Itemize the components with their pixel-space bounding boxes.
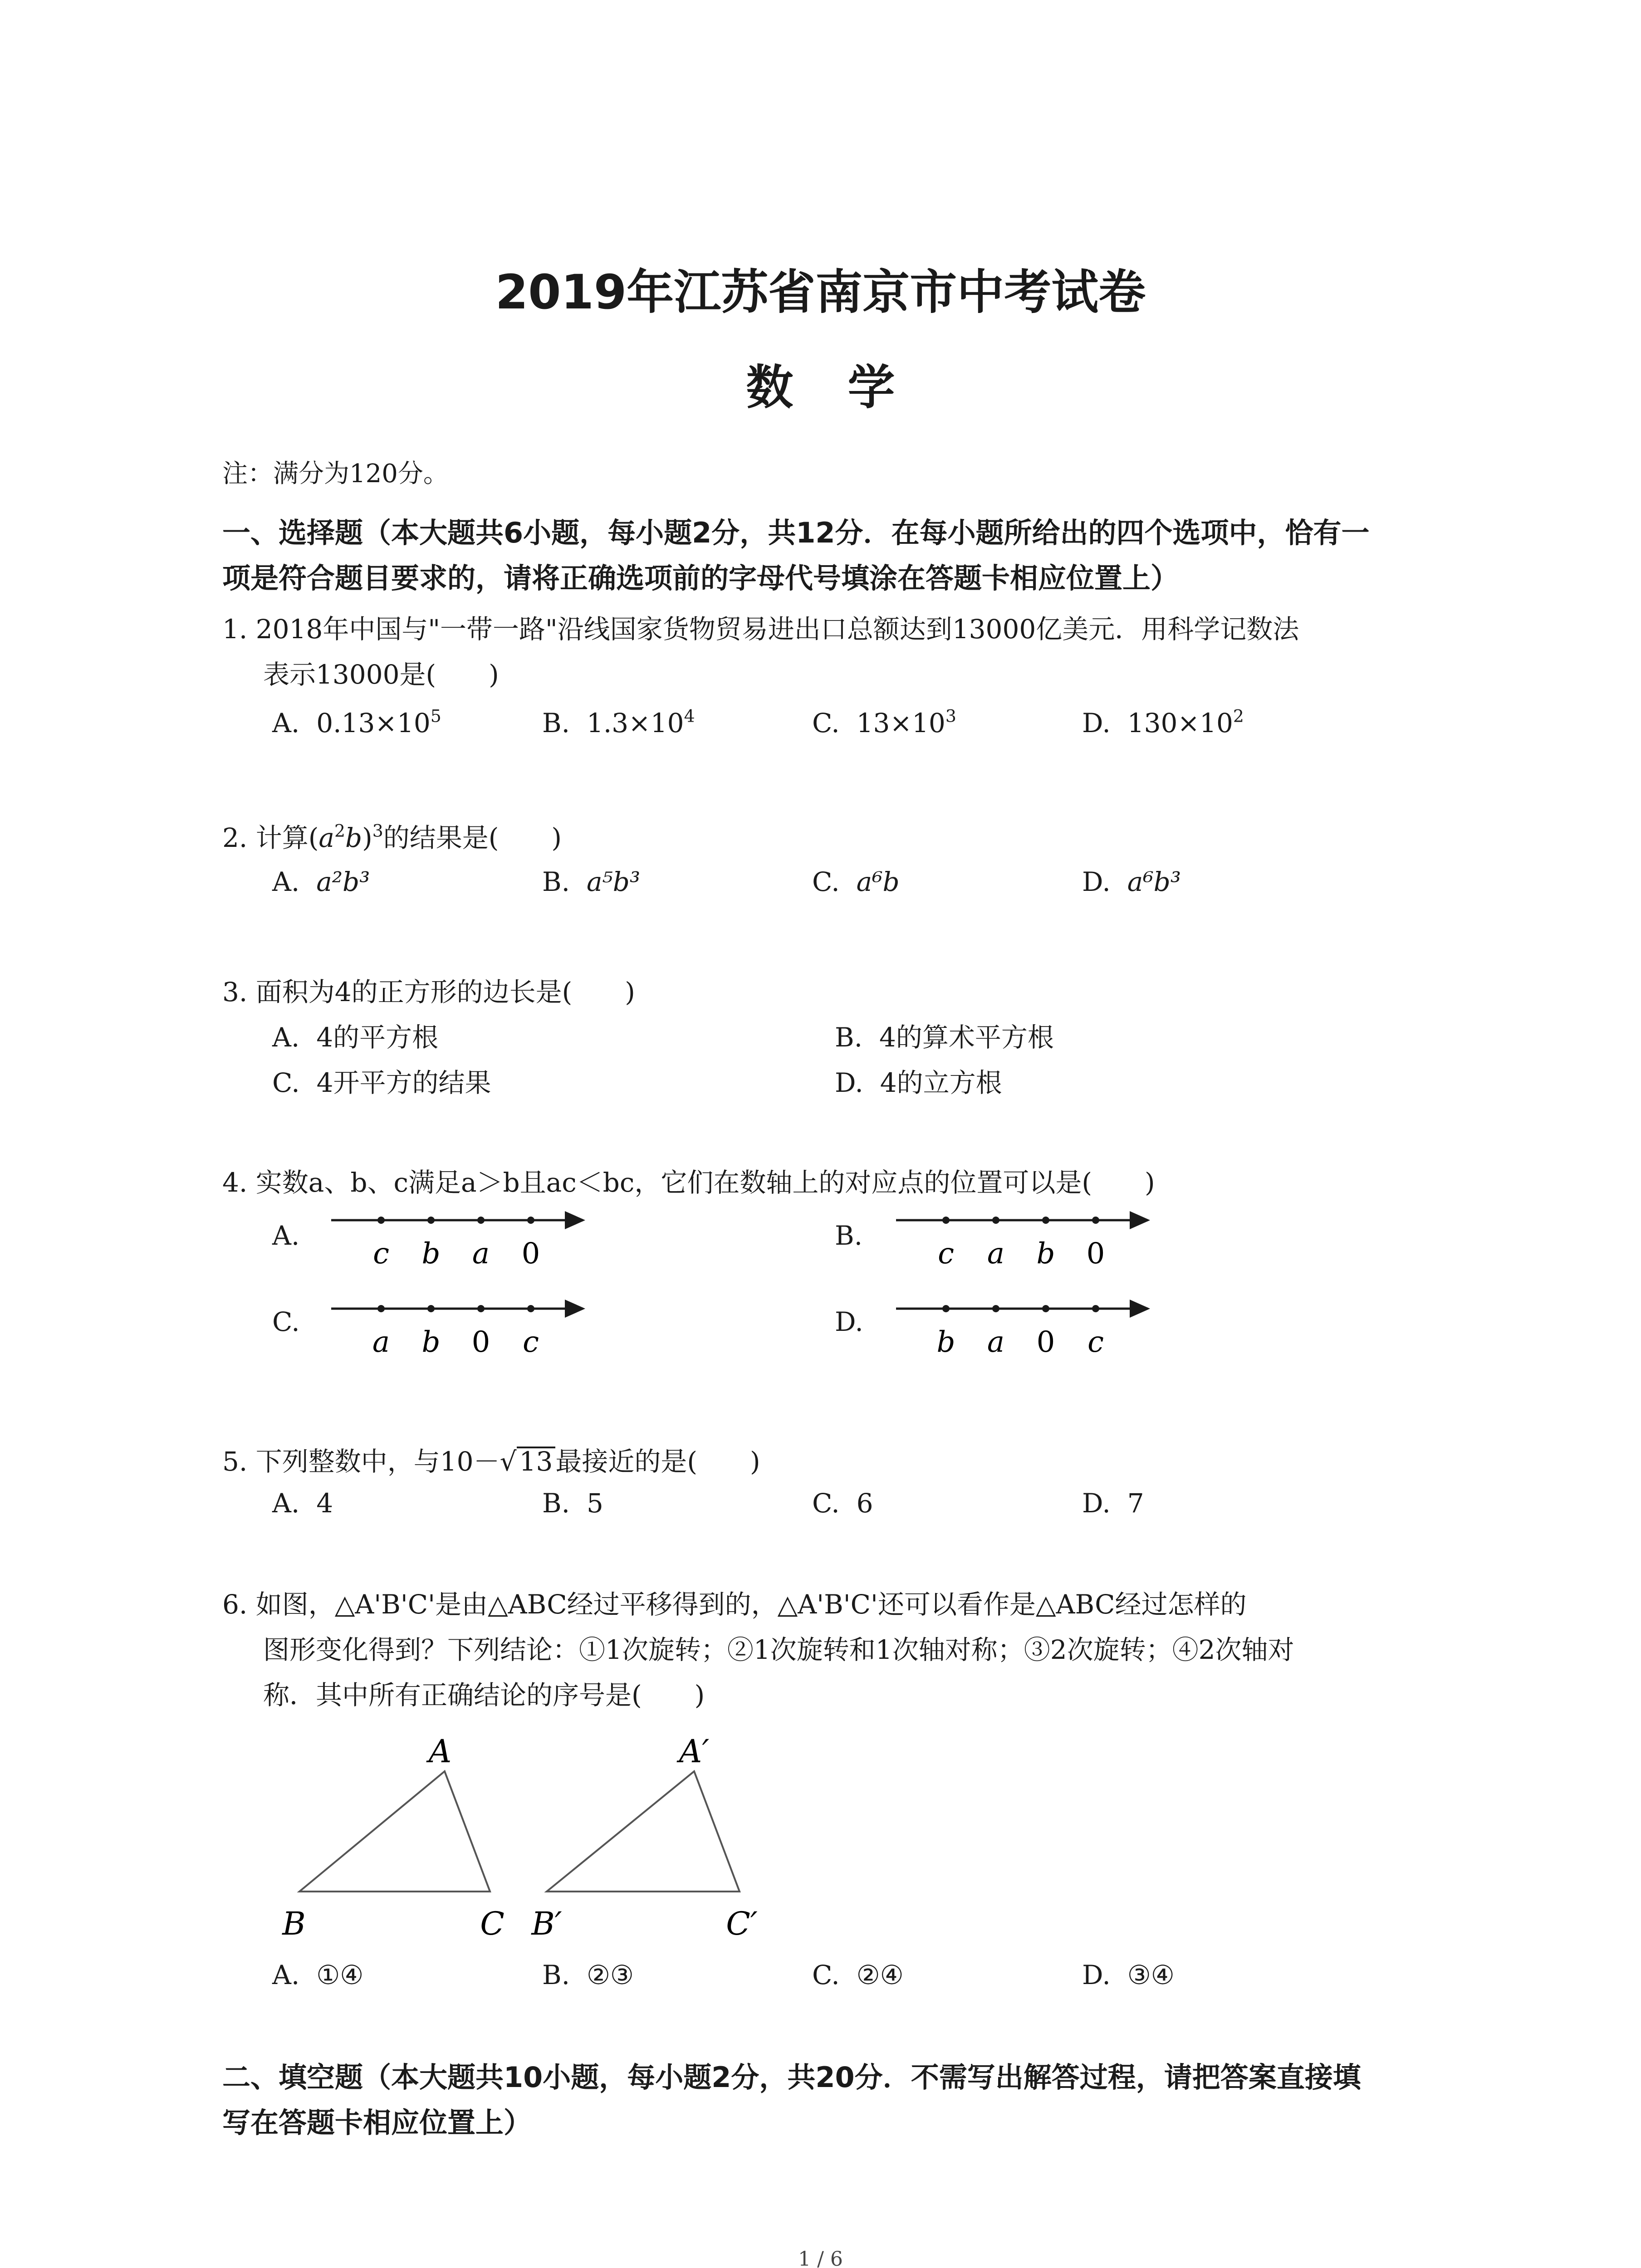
point-label: 0 <box>1086 1237 1105 1271</box>
point-label: c <box>1087 1325 1104 1359</box>
q1-option-d: D. $130\times 10^2$ <box>1082 706 1244 738</box>
triangle-a-prime-b-prime-c-prime <box>530 1733 758 1942</box>
q3-option-d: D. 4的立方根 <box>835 1067 1002 1098</box>
point-label: 0 <box>521 1237 540 1271</box>
q1-stem-line1: 1. 2018年中国与"一带一路"沿线国家货物贸易进出口总额达到13000亿美元．用科学记数法 <box>222 614 1299 645</box>
point-dot <box>377 1305 385 1312</box>
q3-stem: 3. 面积为4的正方形的边长是( ) <box>222 977 635 1007</box>
point-dot <box>377 1217 385 1224</box>
point-label: a <box>372 1325 390 1359</box>
point-dot <box>992 1217 999 1224</box>
exam-title: 2019年江苏省南京市中考试卷 <box>495 264 1146 320</box>
number-line-b <box>896 1217 1148 1271</box>
q6-option-c: C. ②④ <box>812 1960 904 1990</box>
point-dot <box>427 1305 435 1312</box>
vertex-label: C′ <box>726 1905 758 1942</box>
section1-heading-line1: 一、选择题（本大题共6小题，每小题2分，共12分．在每小题所给出的四个选项中，恰有一 <box>222 516 1370 549</box>
q1-stem-line2: 表示13000是( ) <box>263 659 499 690</box>
q2-option-c: C. a⁶b <box>812 866 900 897</box>
triangle-abc <box>281 1733 505 1942</box>
q2-stem: 2. 计算$(a^2b)^3$的结果是( ) <box>222 821 562 853</box>
number-line-a <box>331 1217 583 1271</box>
q5-option-b: B. 5 <box>542 1488 603 1519</box>
q1-option-c: C. $13\times 10^3$ <box>812 706 956 738</box>
point-label: 0 <box>471 1325 490 1359</box>
q5-stem: 5. 下列整数中，与10－√ 13 最接近的是( ) <box>222 1446 760 1477</box>
point-dot <box>1092 1217 1099 1224</box>
number-line-c <box>331 1305 583 1359</box>
vertex-label: A <box>428 1733 452 1770</box>
point-label: c <box>523 1325 539 1359</box>
vertex-label: C <box>480 1905 505 1942</box>
point-label: 0 <box>1036 1325 1055 1359</box>
q1-option-b: B. $1.3\times 10^4$ <box>542 706 695 738</box>
point-label: c <box>373 1237 389 1271</box>
q6-stem-line3: 称．其中所有正确结论的序号是( ) <box>263 1680 705 1711</box>
point-dot <box>527 1217 534 1224</box>
q2-option-b: B. a⁵b³ <box>542 866 641 897</box>
q4-option-c-label: C. <box>272 1306 300 1337</box>
q5-option-c: C. 6 <box>812 1488 873 1519</box>
q6-stem-line1: 6. 如图，△A'B'C'是由△ABC经过平移得到的，△A'B'C'还可以看作是△ABC经过怎样的 <box>222 1589 1247 1620</box>
score-note: 注：满分为120分。 <box>222 459 449 489</box>
point-label: b <box>421 1325 441 1359</box>
point-dot <box>942 1217 950 1224</box>
point-label: a <box>472 1237 490 1271</box>
point-label: b <box>1036 1237 1055 1271</box>
q6-option-d: D. ③④ <box>1082 1960 1175 1990</box>
sqrt-radicand: 13 <box>517 1447 556 1475</box>
point-dot <box>942 1305 950 1312</box>
q2-option-a: A. a²b³ <box>272 866 370 897</box>
point-dot <box>527 1305 534 1312</box>
q4-option-b-label: B. <box>835 1220 863 1251</box>
point-dot <box>1092 1305 1099 1312</box>
point-dot <box>1042 1305 1049 1312</box>
q3-option-b: B. 4的算术平方根 <box>835 1022 1054 1053</box>
point-dot <box>1042 1217 1049 1224</box>
q1-option-a: A. $0.13\times 10^5$ <box>272 706 441 738</box>
point-dot <box>477 1217 485 1224</box>
point-dot <box>477 1305 485 1312</box>
page-number: 1 / 6 <box>798 2248 843 2268</box>
vertex-label: A′ <box>679 1733 710 1770</box>
q6-option-a: A. ①④ <box>272 1960 364 1990</box>
number-line-d <box>896 1305 1148 1359</box>
q5-option-a: A. 4 <box>272 1488 333 1519</box>
point-label: c <box>938 1237 954 1271</box>
vertex-label: B <box>282 1905 306 1942</box>
point-dot <box>992 1305 999 1312</box>
q4-option-a-label: A. <box>272 1220 300 1251</box>
point-label: a <box>987 1325 1005 1359</box>
point-label: b <box>421 1237 441 1271</box>
q5-option-d: D. 7 <box>1082 1488 1144 1519</box>
point-dot <box>427 1217 435 1224</box>
q6-option-b: B. ②③ <box>542 1960 634 1990</box>
vertex-label: B′ <box>531 1905 562 1942</box>
q4-option-d-label: D. <box>835 1306 863 1337</box>
section1-heading-line2: 项是符合题目要求的，请将正确选项前的字母代号填涂在答题卡相应位置上） <box>222 562 1179 595</box>
q2-option-d: D. a⁶b³ <box>1082 866 1181 897</box>
point-label: a <box>987 1237 1005 1271</box>
q3-option-a: A. 4的平方根 <box>272 1022 439 1053</box>
q4-stem: 4. 实数a、b、c满足a＞b且ac＜bc，它们在数轴上的对应点的位置可以是( ) <box>222 1167 1155 1198</box>
point-label: b <box>936 1325 955 1359</box>
exam-subject: 数学 <box>746 360 950 415</box>
q3-option-c: C. 4开平方的结果 <box>272 1067 491 1098</box>
section2-heading-line1: 二、填空题（本大题共10小题，每小题2分，共20分．不需写出解答过程，请把答案直接填 <box>222 2061 1361 2094</box>
section2-heading-line2: 写在答题卡相应位置上） <box>222 2106 532 2139</box>
q6-stem-line2: 图形变化得到？下列结论：①1次旋转；②1次旋转和1次轴对称；③2次旋转；④2次轴对 <box>263 1634 1294 1665</box>
